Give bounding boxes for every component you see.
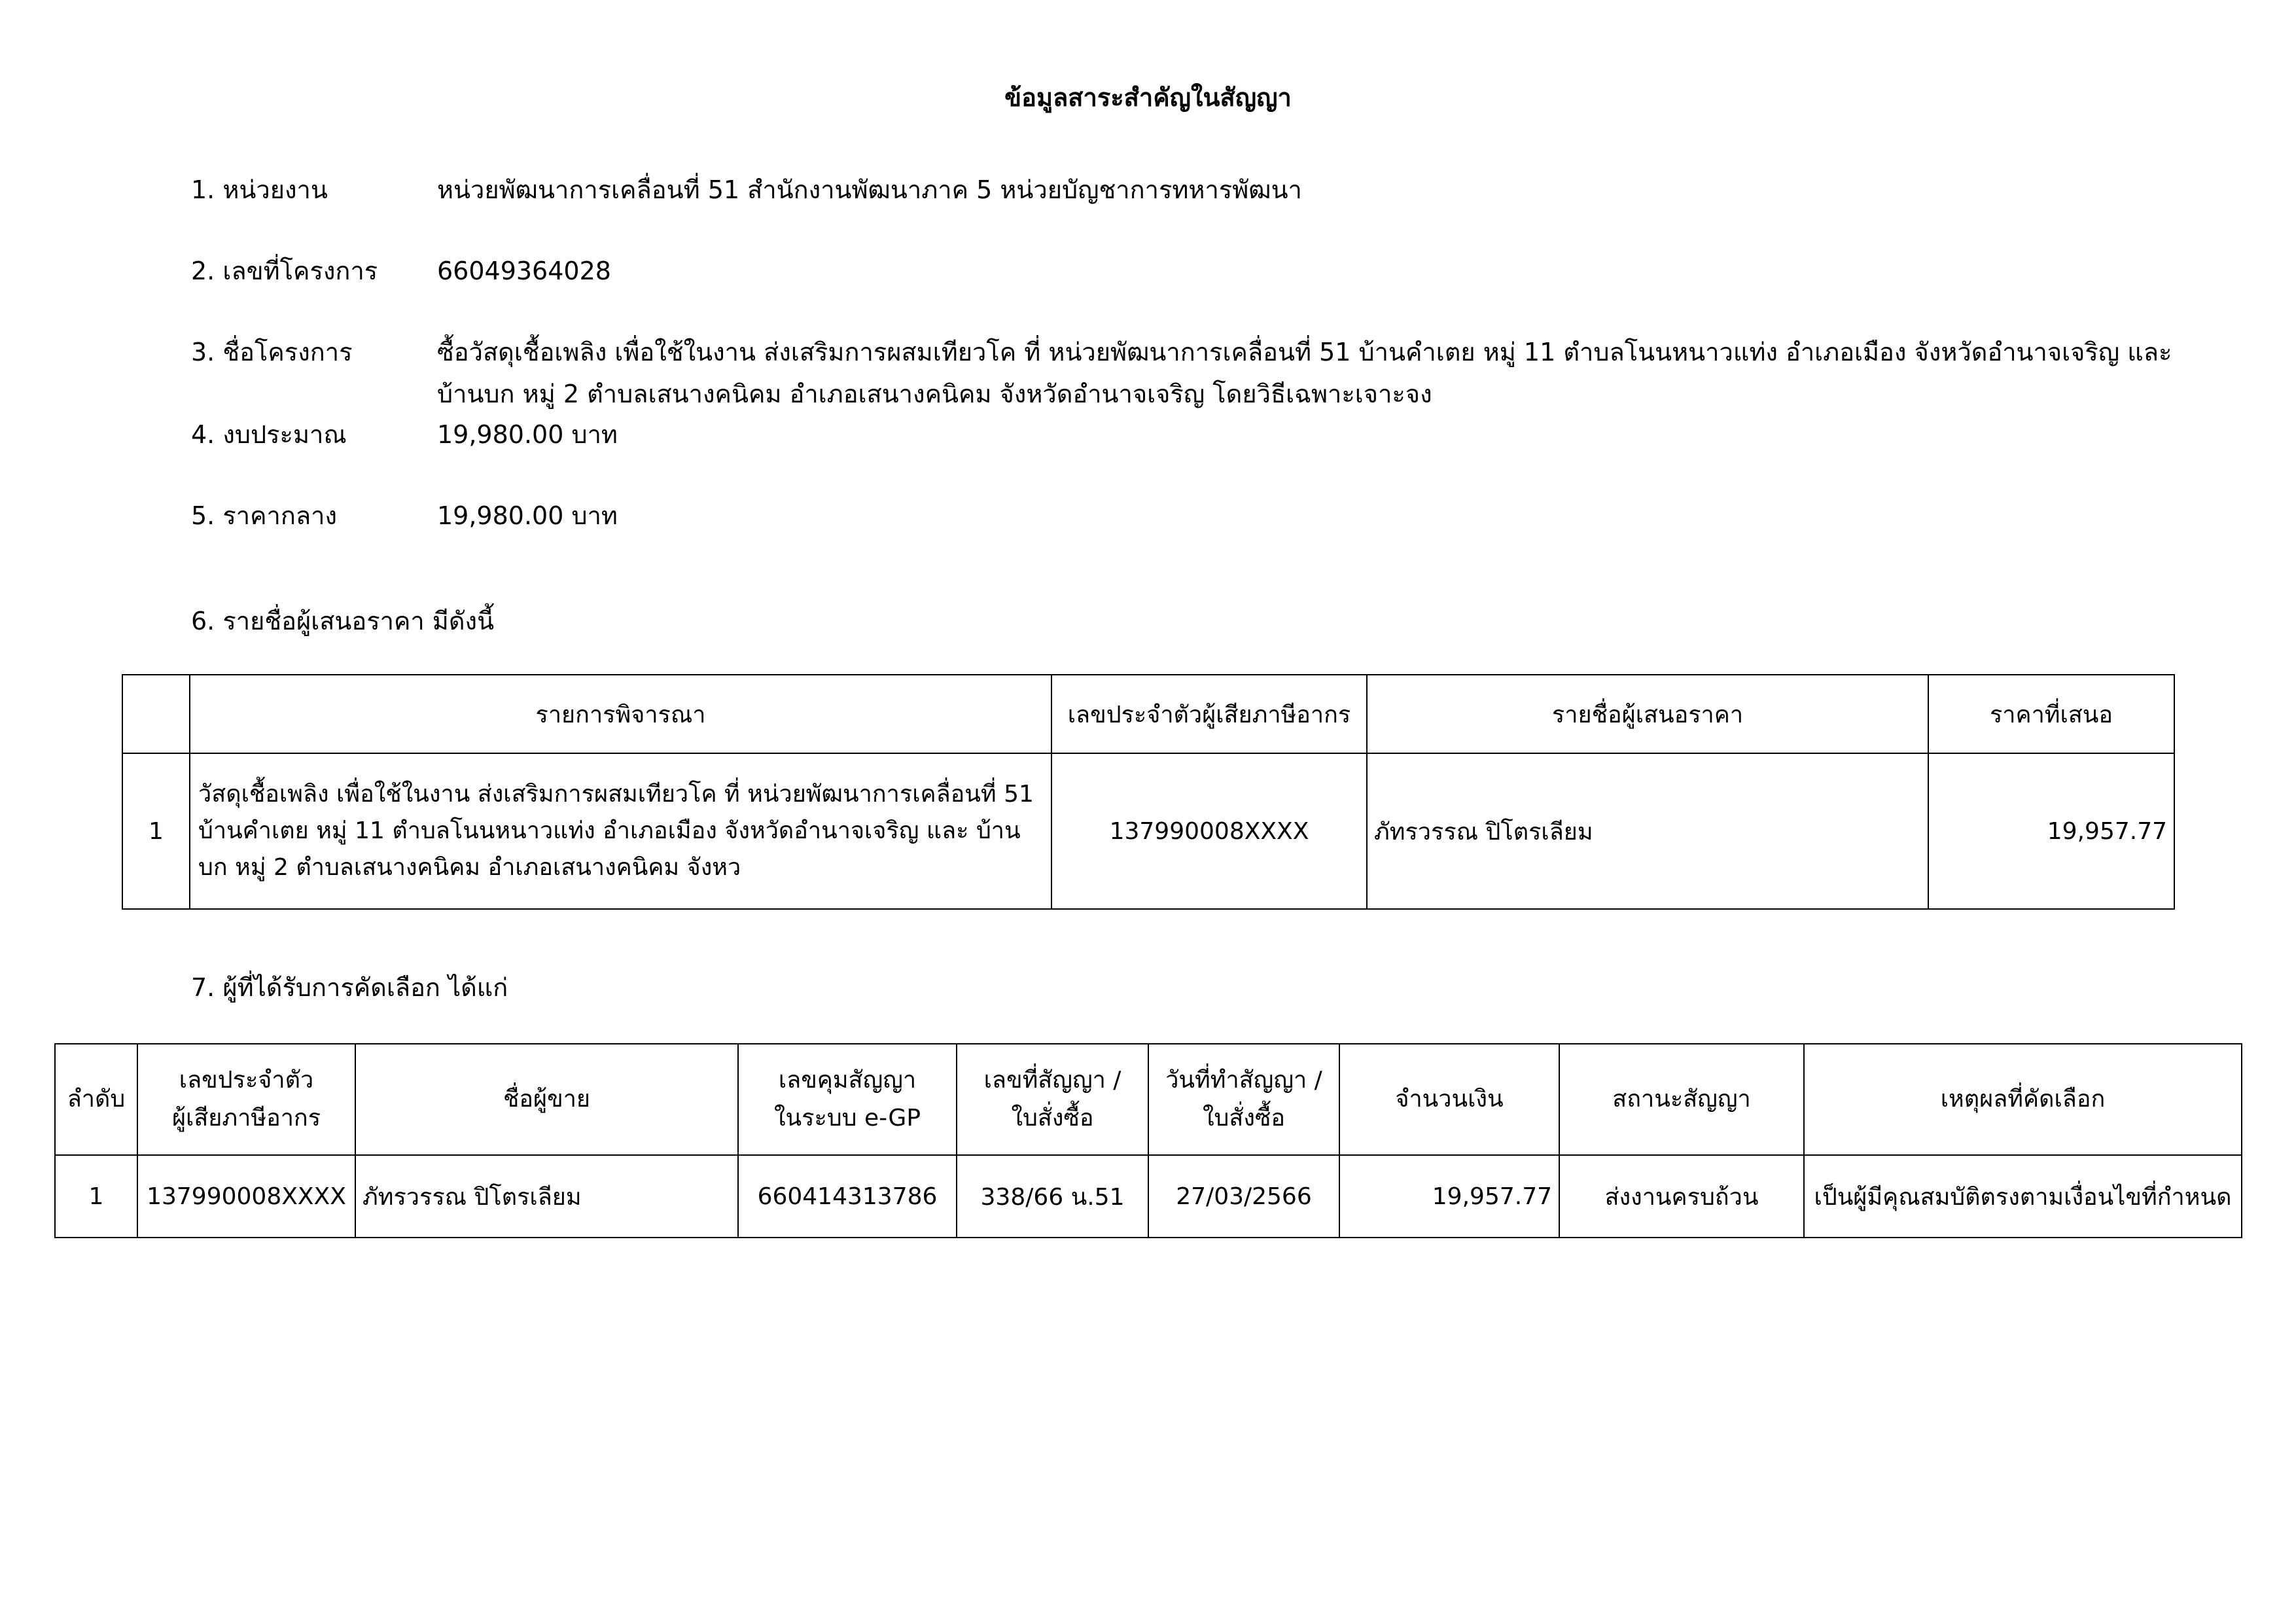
offered-price: 19,957.77 [1928,753,2174,909]
header-line: เลขคุมสัญญา [778,1067,917,1094]
header-line: วันที่ทำสัญญา / [1165,1067,1322,1094]
table-row [55,1155,2242,1238]
header-line: เลขที่สัญญา / [983,1067,1122,1094]
header-line: ใบสั่งซื้อ [1202,1105,1286,1132]
contract-status: ส่งงานครบถ้วน [1559,1155,1804,1238]
info-label: 3. ชื่อโครงการ [191,338,353,366]
header-line: ผู้เสียภาษีอากร [171,1105,321,1132]
tax-id: 137990008XXXX [137,1155,355,1238]
bidders-table [122,674,2175,910]
column-header-order: ลำดับ [55,1044,137,1155]
column-header-item: รายการพิจารณา [190,675,1051,753]
info-value: 19,980.00 บาท [437,420,618,449]
contract-date: 27/03/2566 [1148,1155,1339,1238]
row-number: 1 [122,753,190,909]
column-header-egp-number [738,1044,957,1155]
amount: 19,957.77 [1339,1155,1559,1238]
egp-number: 660414313786 [738,1155,957,1238]
table-row [122,753,2174,909]
item-description: วัสดุเชื้อเพลิง เพื่อใช้ในงาน ส่งเสริมการผสมเทียวโค ที่ หน่วยพัฒนาการเคลื่อนที่ 51 บ้านคำเตย หมู่ 11 ตำบลโนนหนาวแท่ง อำเภอเมือง จังหวัดอำนาจเจริญ และ บ้านบก หมู่ 2 ตำบลเสนางคนิคม อำเภอเสนางคนิคม จังหว [190,753,1051,909]
info-label: 4. งบประมาณ [191,420,347,449]
info-row-median-price [191,495,2217,537]
bidder-name: ภัทรวรรณ ปิโตรเลียม [1367,753,1928,909]
column-header-tax-id: เลขประจำตัวผู้เสียภาษีอากร [1051,675,1367,753]
bidders-heading: 6. รายชื่อผู้เสนอราคา มีดังนี้ [191,607,495,635]
header-line: ในระบบ e-GP [773,1105,921,1132]
column-header-contract-date [1148,1044,1339,1155]
header-line: ใบสั่งซื้อ [1011,1105,1094,1132]
info-row-project-name [191,331,2217,415]
header-line: เลขประจำตัว [179,1067,314,1094]
seller-name: ภัทรวรรณ ปิโตรเลียม [355,1155,738,1238]
column-header-seller: ชื่อผู้ขาย [355,1044,738,1155]
info-row-project-number [191,250,2217,292]
info-label: 5. ราคากลาง [191,501,338,530]
table-header-row [55,1044,2242,1155]
info-value: หน่วยพัฒนาการเคลื่อนที่ 51 สำนักงานพัฒนาภาค 5 หน่วยบัญชาการทหารพัฒนา [437,175,1302,204]
info-label: 1. หน่วยงาน [191,175,328,204]
document-title: ข้อมูลสาระสำคัญในสัญญา [1004,83,1292,112]
info-label: 2. เลขที่โครงการ [191,257,378,285]
column-header-reason: เหตุผลที่คัดเลือก [1804,1044,2242,1155]
column-header-status: สถานะสัญญา [1559,1044,1804,1155]
contract-number: 338/66 น.51 [957,1155,1148,1238]
info-row-budget [191,414,2217,455]
info-value: 66049364028 [437,257,611,285]
row-order: 1 [55,1155,137,1238]
winners-heading: 7. ผู้ที่ได้รับการคัดเลือก ได้แก่ [191,973,508,1002]
info-value: ซื้อวัสดุเชื้อเพลิง เพื่อใช้ในงาน ส่งเสริมการผสมเทียวโค ที่ หน่วยพัฒนาการเคลื่อนที่ 51 บ้านคำเตย หมู่ 11 ตำบลโนนหนาวแท่ง อำเภอเมือง จังหวัดอำนาจเจริญ และ บ้านบก หมู่ 2 ตำบลเสนางคนิคม อำเภอเสนางคนิคม จังหวัดอำนาจเจริญ โดยวิธีเฉพาะเจาะจง [437,338,2172,408]
table-header-row [122,675,2174,753]
column-header-bidder: รายชื่อผู้เสนอราคา [1367,675,1928,753]
tax-id: 137990008XXXX [1051,753,1367,909]
winners-table [54,1043,2242,1238]
column-header-tax-id [137,1044,355,1155]
info-value: 19,980.00 บาท [437,501,618,530]
column-header-number [122,675,190,753]
column-header-contract-number [957,1044,1148,1155]
column-header-price: ราคาที่เสนอ [1928,675,2174,753]
selection-reason: เป็นผู้มีคุณสมบัติตรงตามเงื่อนไขที่กำหนด [1804,1155,2242,1238]
info-row-agency [191,169,2217,211]
column-header-amount: จำนวนเงิน [1339,1044,1559,1155]
